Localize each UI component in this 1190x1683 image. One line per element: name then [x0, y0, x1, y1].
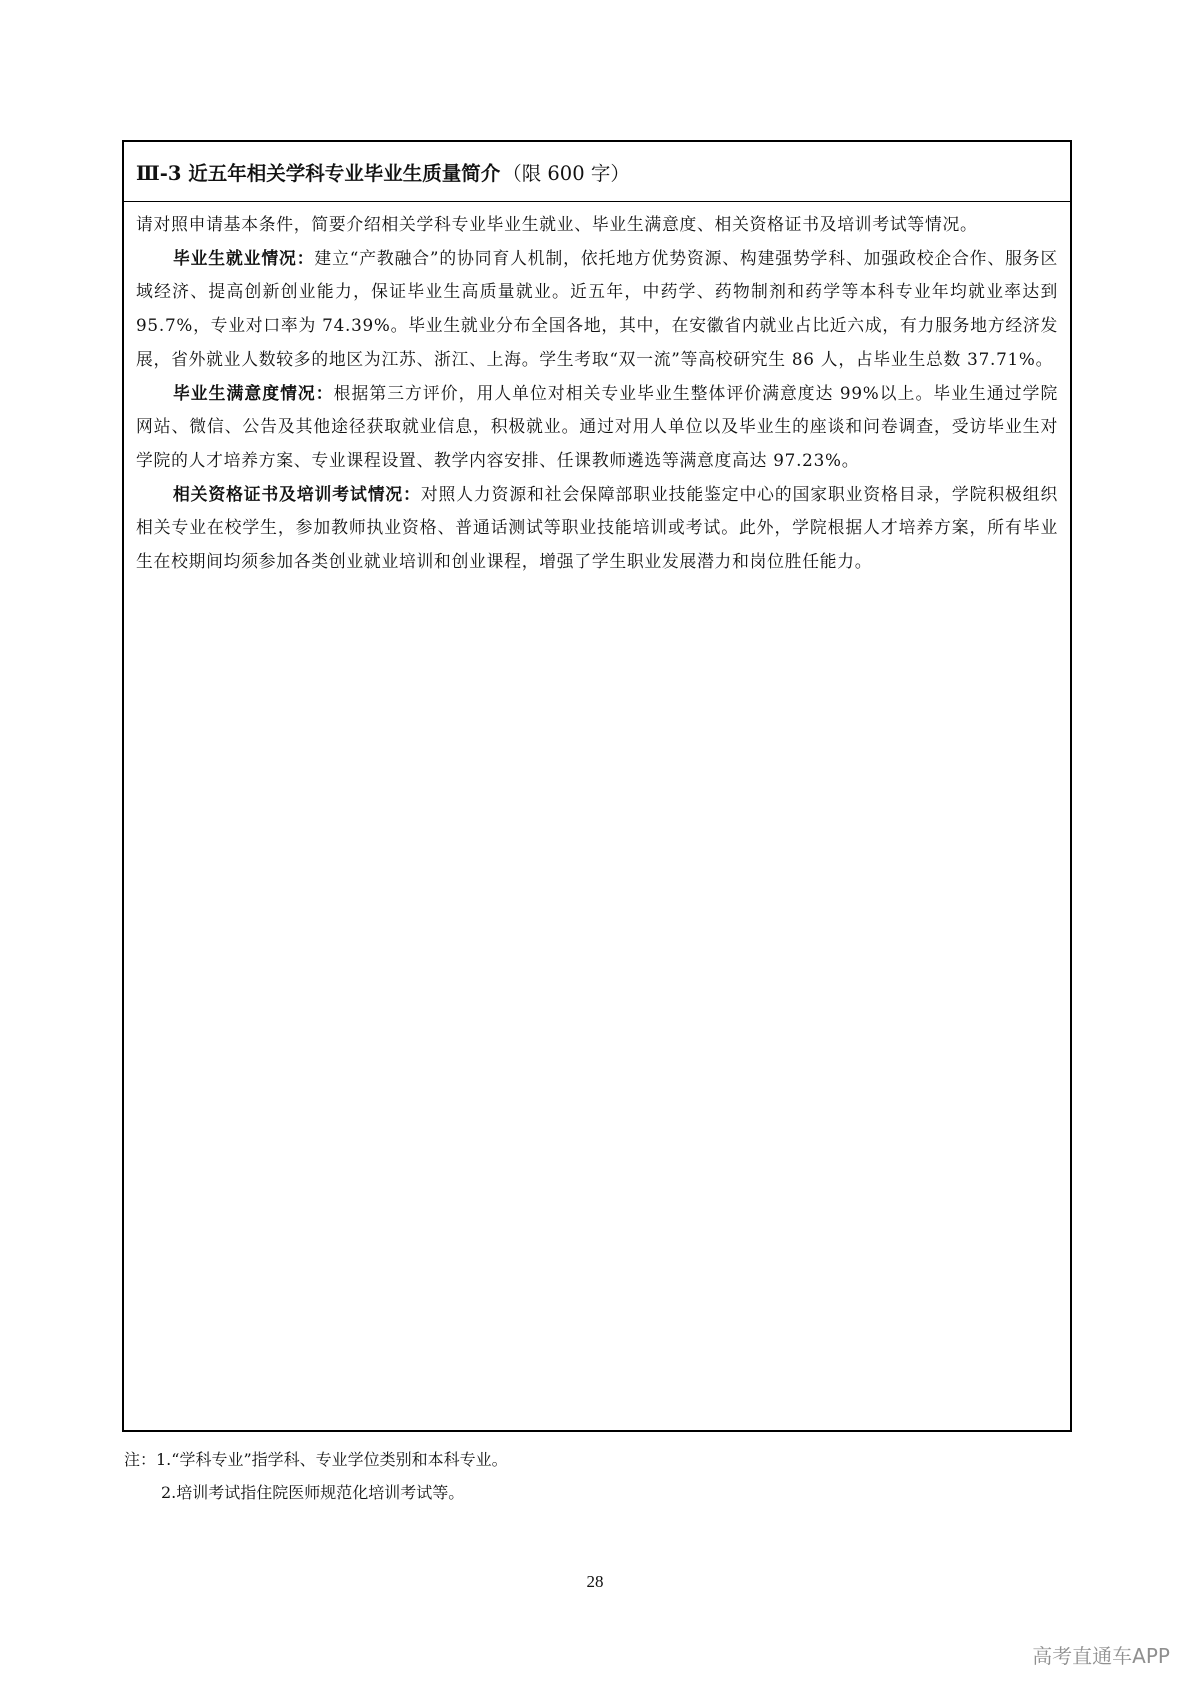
employment-paragraph [136, 242, 1058, 377]
certificate-paragraph [136, 478, 1058, 579]
certificate-text: 对照人力资源和社会保障部职业技能鉴定中心的国家职业资格目录，学院积极组织相关专业在校学生，参加教师执业资格、普通话测试等职业技能培训或考试。此外，学院根据人才培养方案，所有毕业生在校期间均须参加各类创业就业培训和创业课程，增强了学生职业发展潜力和岗位胜任能力。 [136, 483, 1058, 572]
employment-text: 建立“产教融合”的协同育人机制，依托地方优势资源、构建强势学科、加强政校企合作、服务区域经济、提高创新创业能力，保证毕业生高质量就业。近五年，中药学、药物制剂和药学等本科专业年均就业率达到 95.7%，专业对口率为 74.39%。毕业生就业分布全国各地，其中，在安徽省内就业占比近六成，有力服务地方经济发展，省外就业人数较多的地区为江苏、浙江、上海。学生考取“双一流”等高校研究生 86 人，占毕业生总数 37.71%。 [136, 247, 1058, 369]
satisfaction-heading: 毕业生满意度情况： [172, 382, 334, 403]
footnote-1: 注：1.“学科专业”指学科、专业学位类别和本科专业。 [124, 1450, 508, 1469]
watermark: 高考直通车APP [1032, 1644, 1170, 1668]
satisfaction-paragraph [136, 377, 1058, 478]
certificate-heading: 相关资格证书及培训考试情况： [172, 483, 421, 504]
employment-heading: 毕业生就业情况： [172, 247, 315, 268]
form-frame [122, 140, 1072, 1432]
section-header [124, 142, 1070, 202]
page-number: 28 [586, 1572, 604, 1591]
section-title: Ⅲ-3 近五年相关学科专业毕业生质量简介 [136, 161, 501, 185]
word-limit-note: （限 600 字） [502, 161, 630, 185]
satisfaction-text: 根据第三方评价，用人单位对相关专业毕业生整体评价满意度达 99%以上。毕业生通过学院网站、微信、公告及其他途径获取就业信息，积极就业。通过对用人单位以及毕业生的座谈和问卷调查，受访毕业生对学院的人才培养方案、专业课程设置、教学内容安排、任课教师遴选等满意度高达 97.23%。 [136, 382, 1058, 470]
footnote-2: 2.培训考试指住院医师规范化培训考试等。 [161, 1483, 465, 1502]
section-body [124, 202, 1070, 579]
intro-paragraph: 请对照申请基本条件，简要介绍相关学科专业毕业生就业、毕业生满意度、相关资格证书及培训考试等情况。 [136, 214, 978, 234]
